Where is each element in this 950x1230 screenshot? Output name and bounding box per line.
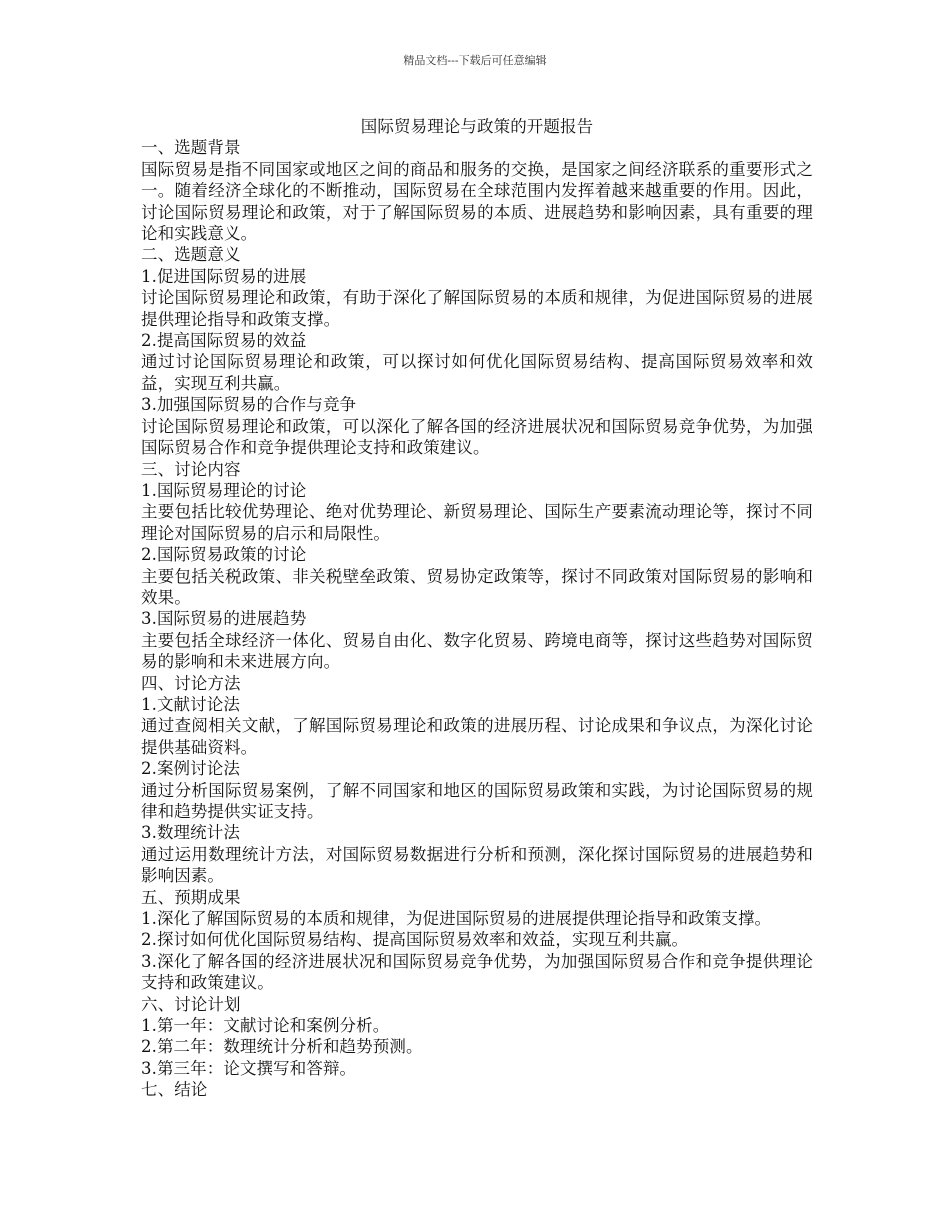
subheading-2: 2.国际贸易政策的讨论 xyxy=(141,545,307,565)
section-heading-significance: 二、选题意义 xyxy=(141,245,241,265)
paragraph: 主要包括全球经济一体化、贸易自由化、数字化贸易、跨境电商等，探讨这些趋势对国际贸易的影响和未来进展方向。 xyxy=(141,630,813,672)
paragraph: 主要包括比较优势理论、绝对优势理论、新贸易理论、国际生产要素流动理论等，探讨不同理论对国际贸易的启示和局限性。 xyxy=(141,502,813,543)
subheading-3: 3.加强国际贸易的合作与竞争 xyxy=(141,395,357,415)
list-item: 2.探讨如何优化国际贸易结构、提高国际贸易效率和效益，实现互利共赢。 xyxy=(141,930,689,950)
section-heading-method: 四、讨论方法 xyxy=(141,673,241,693)
list-item: 1.第一年：文献讨论和案例分析。 xyxy=(141,1016,390,1036)
document-body xyxy=(141,116,813,1101)
paragraph: 通过查阅相关文献，了解国际贸易理论和政策的进展历程、讨论成果和争议点，为深化讨论提供基础资料。 xyxy=(141,716,813,757)
list-item: 2.第二年：数理统计分析和趋势预测。 xyxy=(141,1037,423,1057)
subheading-1: 1.促进国际贸易的进展 xyxy=(141,266,307,286)
subheading-1: 1.国际贸易理论的讨论 xyxy=(141,480,307,500)
paragraph: 通过讨论国际贸易理论和政策，可以探讨如何优化国际贸易结构、提高国际贸易效率和效益，实现互利共赢。 xyxy=(141,352,813,393)
subheading-3: 3.国际贸易的进展趋势 xyxy=(141,609,307,629)
list-item: 3.第三年：论文撰写和答辩。 xyxy=(141,1058,357,1078)
section-heading-content: 三、讨论内容 xyxy=(141,459,241,479)
page-header-watermark: 精品文档---下载后可任意编辑 xyxy=(403,54,547,67)
paragraph: 主要包括关税政策、非关税壁垒政策、贸易协定政策等，探讨不同政策对国际贸易的影响和效果。 xyxy=(141,566,813,607)
paragraph-background: 国际贸易是指不同国家或地区之间的商品和服务的交换，是国家之间经济联系的重要形式之一。随着经济全球化的不断推动，国际贸易在全球范围内发挥着越来越重要的作用。因此，讨论国际贸易理论和政策，对于了解国际贸易的本质、进展趋势和影响因素，具有重要的理论和实践意义。 xyxy=(141,159,813,244)
subheading-2: 2.提高国际贸易的效益 xyxy=(141,331,307,351)
section-heading-outcomes: 五、预期成果 xyxy=(141,887,241,907)
list-item: 3.深化了解各国的经济进展状况和国际贸易竞争优势，为加强国际贸易合作和竞争提供理论支持和政策建议。 xyxy=(141,951,813,993)
paragraph: 通过分析国际贸易案例，了解不同国家和地区的国际贸易政策和实践，为讨论国际贸易的规律和趋势提供实证支持。 xyxy=(141,780,813,821)
section-heading-conclusion: 七、结论 xyxy=(141,1080,208,1100)
list-item: 1.深化了解国际贸易的本质和规律，为促进国际贸易的进展提供理论指导和政策支撑。 xyxy=(141,909,772,929)
paragraph: 通过运用数理统计方法，对国际贸易数据进行分析和预测，深化探讨国际贸易的进展趋势和影响因素。 xyxy=(141,844,813,886)
paragraph: 讨论国际贸易理论和政策，有助于深化了解国际贸易的本质和规律，为促进国际贸易的进展提供理论指导和政策支撑。 xyxy=(141,288,813,329)
section-heading-plan: 六、讨论计划 xyxy=(141,994,241,1014)
paragraph: 讨论国际贸易理论和政策，可以深化了解各国的经济进展状况和国际贸易竞争优势，为加强国际贸易合作和竞争提供理论支持和政策建议。 xyxy=(141,416,813,458)
subheading-2: 2.案例讨论法 xyxy=(141,759,240,779)
document-title: 国际贸易理论与政策的开题报告 xyxy=(360,117,594,136)
subheading-1: 1.文献讨论法 xyxy=(141,694,240,714)
subheading-3: 3.数理统计法 xyxy=(141,823,240,843)
section-heading-background: 一、选题背景 xyxy=(141,138,241,158)
